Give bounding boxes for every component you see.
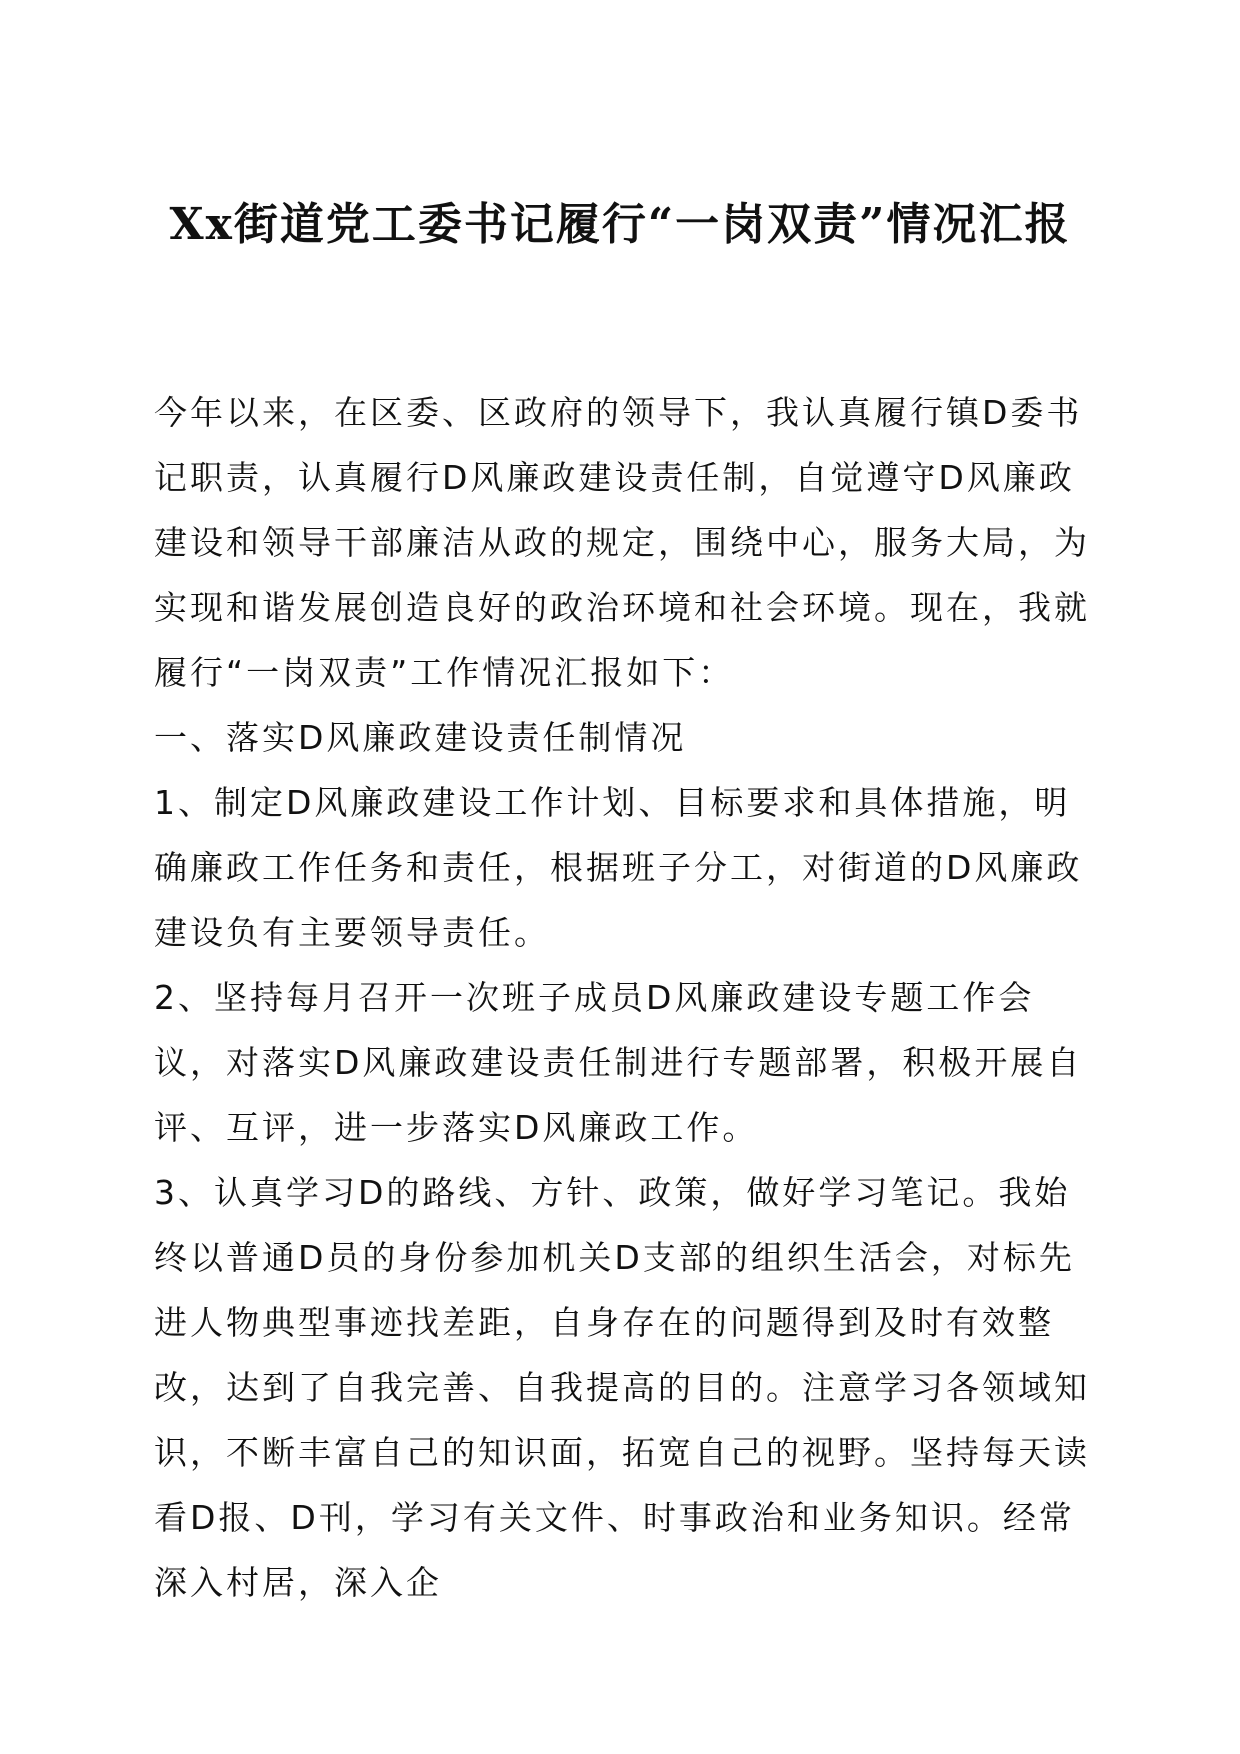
section-heading-1: 一、落实D风廉政建设责任制情况 (154, 718, 687, 757)
paragraph-item-1: 1、制定D风廉政建设工作计划、目标要求和具体措施，明确廉政工作任务和责任，根据班子分工，对街道的D风廉政建设负有主要领导责任。 (154, 783, 1083, 952)
document-title: Xx街道党工委书记履行“一岗双责”情况汇报 (169, 199, 1071, 250)
paragraph-item-3: 3、认真学习D的路线、方针、政策，做好学习笔记。我始终以普通D员的身份参加机关D支部的组织生活会，对标先进人物典型事迹找差距，自身存在的问题得到及时有效整改，达到了自我完善、自我提高的目的。注意学习各领域知识，不断丰富自己的知识面，拓宽自己的视野。坚持每天读看D报、D刊，学习有关文件、时事政治和业务知识。经常深入村居，深入企 (154, 1173, 1090, 1602)
paragraph-intro: 今年以来，在区委、区政府的领导下，我认真履行镇D委书记职责，认真履行D风廉政建设责任制，自觉遵守D风廉政建设和领导干部廉洁从政的规定，围绕中心，服务大局，为实现和谐发展创造良好的政治环境和社会环境。现在，我就履行“一岗双责”工作情况汇报如下： (154, 393, 1090, 692)
paragraph-item-2: 2、坚持每月召开一次班子成员D风廉政建设专题工作会议，对落实D风廉政建设责任制进行专题部署，积极开展自评、互评，进一步落实D风廉政工作。 (154, 978, 1083, 1147)
document-body (154, 380, 1094, 1615)
